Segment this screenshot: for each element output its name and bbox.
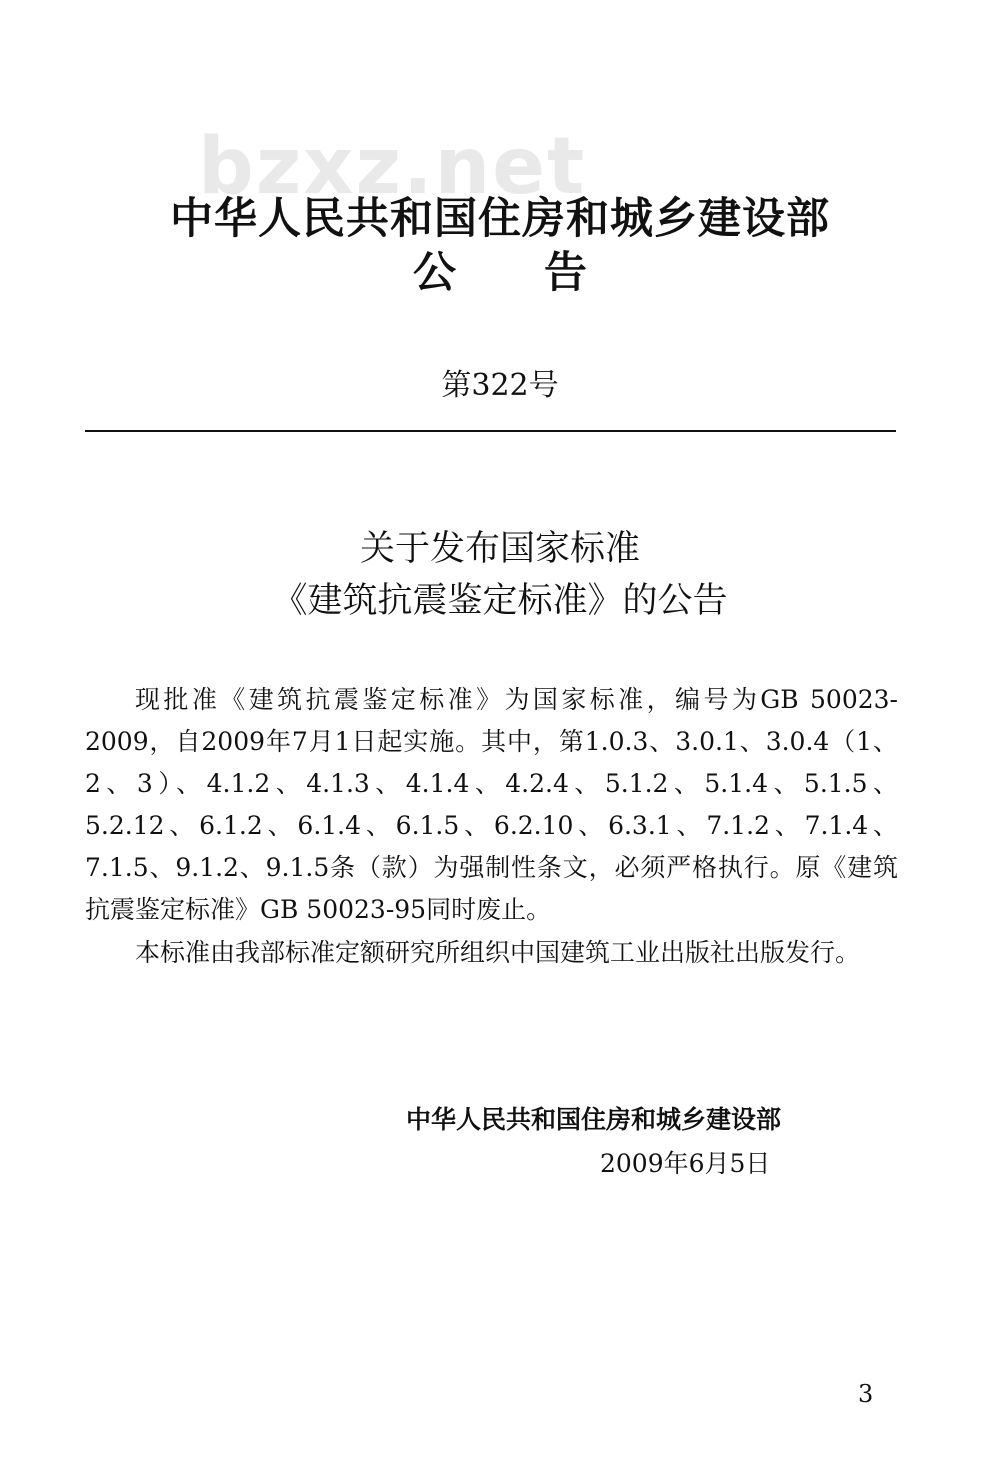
announcement-body [85, 679, 898, 974]
notice-title [0, 246, 1000, 300]
header-divider [85, 430, 896, 432]
notice-title-char-2: 告 [544, 248, 587, 298]
page-number: 3 [858, 1380, 874, 1408]
announcement-title-line-1: 关于发布国家标准 [359, 529, 640, 569]
announcement-title-line-2: 《建筑抗震鉴定标准》的公告 [272, 581, 728, 621]
signature-date: 2009年6月5日 [600, 1149, 771, 1178]
body-paragraph-2: 本标准由我部标准定额研究所组织中国建筑工业出版社出版发行。 [135, 937, 861, 967]
issue-number: 第322号 [441, 368, 559, 403]
notice-title-char-1: 公 [413, 248, 456, 298]
body-paragraph-1: 现批准《建筑抗震鉴定标准》为国家标准，编号为GB 50023-2009，自2009年7月1日起实施。其中，第1.0.3、3.0.1、3.0.4（1、2、3）、4.1.2、4.1.3、4.1.4、4.2.4、5.1.2、5.1.4、5.1.5、5.2.12、6.1.2、6.1.4、6.1.5、6.2.10、6.3.1、7.1.2、7.1.4、7.1.5、9.1.2、9.1.5条（款）为强制性条文，必须严格执行。原《建筑抗震鉴定标准》GB 50023-95同时废止。 [85, 685, 898, 925]
ministry-title: 中华人民共和国住房和城乡建设部 [170, 194, 830, 244]
watermark-text: bzxz.net [198, 122, 587, 212]
signature-issuer: 中华人民共和国住房和城乡建设部 [406, 1105, 782, 1134]
